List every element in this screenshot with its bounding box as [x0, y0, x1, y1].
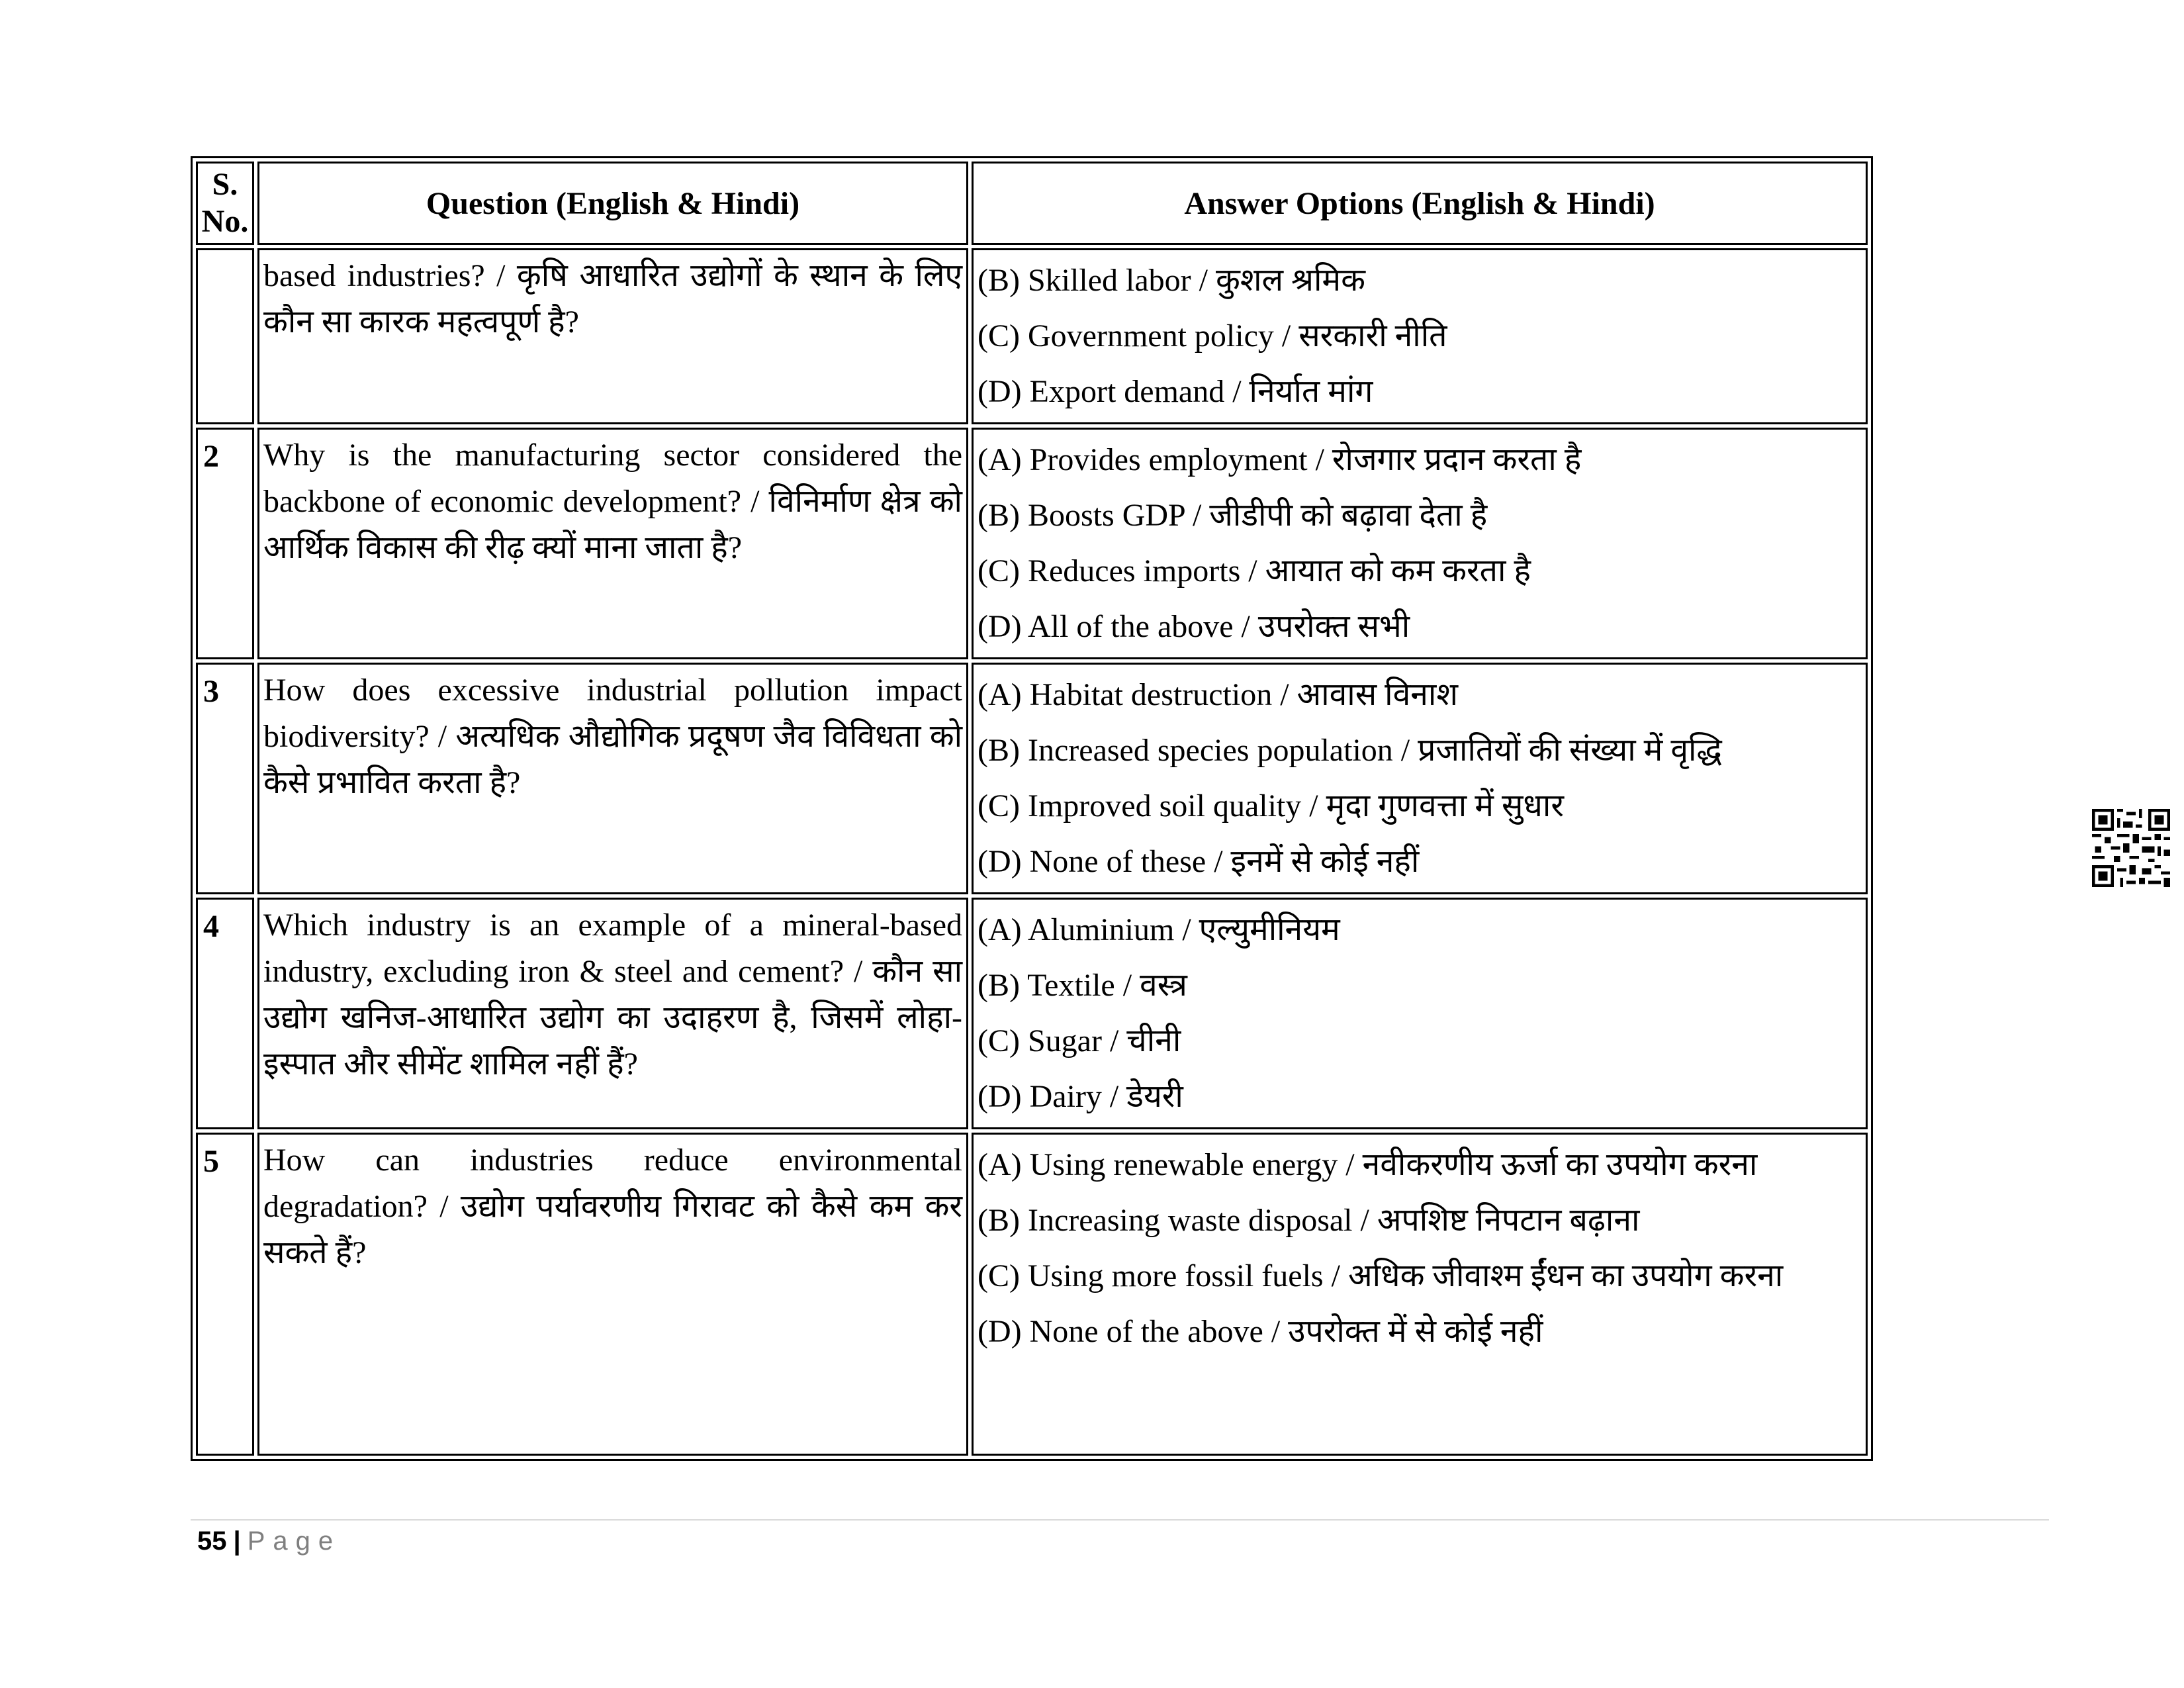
answer-options	[972, 248, 1868, 424]
question-text: Which industry is an example of a mineral-based industry, excluding iron & steel and cement? / कौन सा उद्योग खनिज-आधारित उद्योग का उदाहरण है, जिसमें लोहा-इस्पात और सीमेंट शामिल नहीं हैं?	[257, 898, 968, 1129]
answer-option: (A) Aluminium / एल्युमीनियम	[978, 912, 1340, 947]
answer-options	[972, 898, 1868, 1129]
table-header-row	[196, 162, 1868, 245]
answer-option: (D) All of the above / उपरोक्त सभी	[978, 609, 1410, 644]
table-row	[196, 898, 1868, 1129]
footer-divider	[191, 1519, 2049, 1521]
answer-options	[972, 1133, 1868, 1456]
question-text: based industries? / कृषि आधारित उद्योगों के स्थान के लिए कौन सा कारक महत्वपूर्ण है?	[257, 248, 968, 424]
page-number: 55	[197, 1526, 227, 1556]
answer-option: (C) Government policy / सरकारी नीति	[978, 318, 1447, 353]
answer-option: (A) Using renewable energy / नवीकरणीय ऊर्जा का उपयोग करना	[978, 1147, 1758, 1182]
row-number: 2	[196, 428, 254, 659]
answer-option: (A) Habitat destruction / आवास विनाश	[978, 677, 1458, 712]
page-label: Page	[247, 1526, 341, 1556]
answer-option: (C) Using more fossil fuels / अधिक जीवाश्म ईंधन का उपयोग करना	[978, 1258, 1784, 1293]
answer-options	[972, 663, 1868, 894]
answer-option: (D) None of these / इनमें से कोई नहीं	[978, 844, 1420, 879]
answer-option: (B) Textile / वस्त्र	[978, 968, 1187, 1003]
header-options: Answer Options (English & Hindi)	[972, 162, 1868, 245]
question-text: Why is the manufacturing sector considered the backbone of economic development? / विनिर्माण क्षेत्र को आर्थिक विकास की रीढ़ क्यों माना जाता है?	[257, 428, 968, 659]
table-row	[196, 1133, 1868, 1456]
page-footer	[197, 1526, 341, 1556]
row-number	[196, 248, 254, 424]
answer-option: (B) Skilled labor / कुशल श्रमिक	[978, 263, 1365, 298]
answer-option: (C) Reduces imports / आयात को कम करता है	[978, 553, 1531, 588]
table-row	[196, 248, 1868, 424]
header-sno: S. No.	[196, 162, 254, 245]
answer-option: (D) None of the above / उपरोक्त में से कोई नहीं	[978, 1314, 1543, 1349]
question-text: How does excessive industrial pollution impact biodiversity? / अत्यधिक औद्योगिक प्रदूषण जैव विविधता को कैसे प्रभावित करता है?	[257, 663, 968, 894]
page-separator: |	[233, 1526, 241, 1556]
table-row	[196, 428, 1868, 659]
answer-option: (C) Sugar / चीनी	[978, 1023, 1181, 1058]
header-question: Question (English & Hindi)	[257, 162, 968, 245]
answer-option: (B) Boosts GDP / जीडीपी को बढ़ावा देता है	[978, 498, 1488, 533]
table-row	[196, 663, 1868, 894]
answer-option: (D) Export demand / निर्यात मांग	[978, 374, 1373, 409]
answer-option: (C) Improved soil quality / मृदा गुणवत्ता में सुधार	[978, 788, 1564, 823]
row-number: 5	[196, 1133, 254, 1456]
row-number: 4	[196, 898, 254, 1129]
answer-option: (D) Dairy / डेयरी	[978, 1079, 1183, 1114]
qr-code-icon	[2091, 809, 2171, 887]
answer-option: (B) Increasing waste disposal / अपशिष्ट निपटान बढ़ाना	[978, 1203, 1640, 1238]
answer-option: (A) Provides employment / रोजगार प्रदान करता है	[978, 442, 1582, 477]
question-text: How can industries reduce environmental degradation? / उद्योग पर्यावरणीय गिरावट को कैसे कम कर सकते हैं?	[257, 1133, 968, 1456]
questions-table	[191, 156, 1873, 1461]
answer-option: (B) Increased species population / प्रजातियों की संख्या में वृद्धि	[978, 733, 1722, 768]
row-number: 3	[196, 663, 254, 894]
answer-options	[972, 428, 1868, 659]
